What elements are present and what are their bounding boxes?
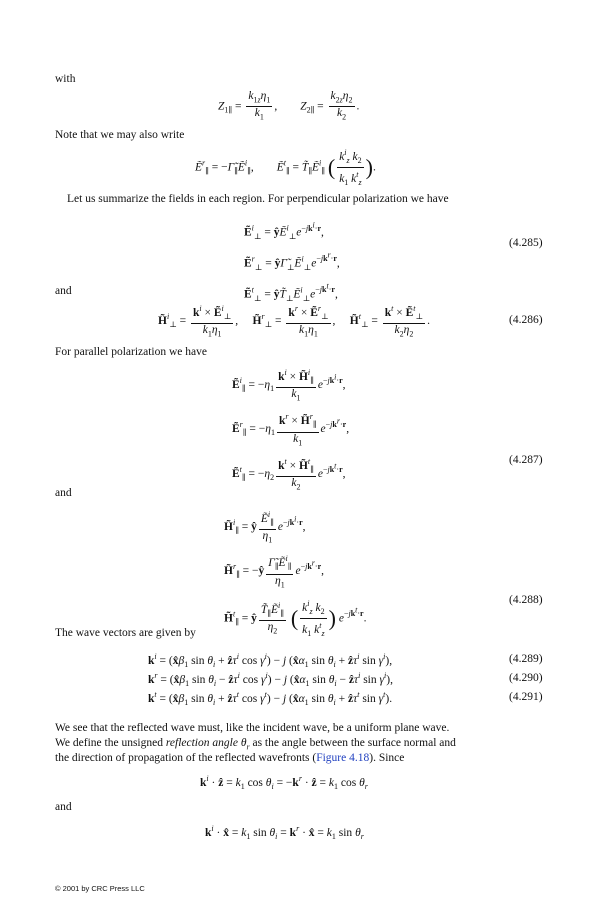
paragraph-and: and xyxy=(55,487,72,499)
term-reflection-angle: reflection angle xyxy=(165,737,238,749)
figure-link[interactable]: Figure 4.18 xyxy=(316,752,370,764)
equation-number: (4.288) xyxy=(509,594,543,606)
text-span: We define the unsigned xyxy=(55,737,163,749)
equation-number: (4.289) xyxy=(509,653,543,665)
equation-sin-relation: $k^i$ · x̂ = $k_1$ $\sin \theta_i = k^r$ · x̂ = $k_1$ $\sin \theta_r$ xyxy=(205,824,364,842)
equation-cos-relation: $k^i$ · ẑ = $k_1$ $\cos \theta_i = -k^r$ · ẑ = $k_1$ $\cos \theta_r$ xyxy=(200,774,368,792)
paragraph-wavevectors: The wave vectors are given by xyxy=(55,627,196,639)
paragraph-and: and xyxy=(55,801,72,813)
equation-wavevector-transmitted: $k^t$ = ($x̂\beta_1$ $\sin \theta_i$ + ẑτ$^t$ $\cos \gamma^t) - j$ ($x̂\alpha_1$ $\sin \theta_i$ + ẑτ$^t$ $\sin \gamma^t$). xyxy=(148,690,393,708)
equation-number: (4.290) xyxy=(509,672,543,684)
text-span: the direction of propagation of the reflected wavefronts ( xyxy=(55,752,317,764)
paragraph-reflected-line3 xyxy=(55,751,404,765)
paragraph-reflected-line2: We define the unsigned reflection angle $\theta_r$ as the angle between the surface normal and xyxy=(55,737,456,752)
equation-number: (4.285) xyxy=(509,237,543,249)
paragraph-summarize: Let us summarize the fields in each region. For perpendicular polarization we have xyxy=(67,193,449,205)
paragraph-parallel: For parallel polarization we have xyxy=(55,346,207,358)
paragraph-note: Note that we may also write xyxy=(55,129,185,141)
equation-perpendicular-h: H̃$^i_\perp$ = $\frac{k^i \times Ẽ^i_\perp}{k_1\eta_1}$ , H̃$^r_\perp$ = $\frac{k^r \times Ẽ^r_\perp}{k_1\eta_1}$ , H̃$^t_\perp$ = $\frac{k^t \times Ẽ^t_\perp}{k_2\eta_2}$ . xyxy=(158,304,430,339)
equation-wavevector-incident: $k^i$ = ($x̂\beta_1$ $\sin \theta_i$ + ẑτ$^i$ $\cos \gamma^i) - j$ ($x̂\alpha_1$ $\sin \theta_i$ + ẑτ$^i$ $\sin \gamma^i$), xyxy=(148,652,393,670)
paragraph-with: with xyxy=(55,73,76,85)
equation-parallel-amplitudes: Ẽ$^r_\parallel$ = $-\Gammã_\parallel Ẽ^i_\parallel$, Ẽ$^t_\parallel$ = $T̃_\parallel Ẽ^i_\parallel$ ( $\frac{k^i_z k_2}{k_1 k^t_z}$ ). xyxy=(195,148,376,188)
equation-parallel-e: Ẽ$^i_\parallel$ = $-\eta_1$ $\frac{k^i \times H̃^i_\parallel}{k_1}$ $e^{-jk^i\cdot r}$, Ẽ$^r_\parallel$ = $-\eta_1$ $\frac{k^r \times H̃^r_\parallel}{k_1}$ $e^{-jk^r\cdot r}$, Ẽ$^t_\parallel$ = $-\eta_2$ $\frac{k^t \times H̃^t_\parallel}{k_2}$ $e^{-jk^t\cdot r}$, xyxy=(232,368,350,492)
equation-parallel-h: H̃$^i_\parallel$ = ŷ $\frac{Ẽ^i_\parallel}{\eta_1}$ $e^{-jk^i\cdot r}$, H̃$^r_\parallel$ = −ŷ $\frac{\Gammã_\parallel Ẽ^i_\parallel}{\eta_1}$ $e^{-jk^r\cdot r}$, H̃$^t_\parallel$ = ŷ $\frac{T̃_\parallel Ẽ^i_\parallel}{\eta_2}$ ( $\frac{k^i_z k_2}{k_1 k^t_z}$ ) $e^{-jk^t\cdot r}$. xyxy=(224,510,367,639)
equation-number: (4.291) xyxy=(509,691,543,703)
paragraph-and: and xyxy=(55,285,72,297)
equation-number: (4.286) xyxy=(509,314,543,326)
equation-impedances: $Z_{1\parallel}$ = $\frac{k_{1z}\eta_1}{k_1}$ , $Z_{2\parallel}$ = $\frac{k_{2z}\eta_2}{k_2}$ . xyxy=(218,90,360,122)
copyright-footer: © 2001 by CRC Press LLC xyxy=(55,884,145,893)
paragraph-reflected-line1: We see that the reflected wave must, like the incident wave, be a uniform plane wave. xyxy=(55,722,450,734)
text-span: ). Since xyxy=(369,752,405,764)
equation-perpendicular-e: Ẽ$^i_\perp$ = $ŷẼ^i_\perp e^{-jk^i\cdot r}$, Ẽ$^r_\perp$ = $ŷ\Gammã_\perp Ẽ^i_\perp e^{-jk^r\cdot r}$, Ẽ$^t_\perp$ = $ŷT̃_\perp Ẽ^i_\perp e^{-jk^t\cdot r}$, xyxy=(244,220,340,303)
text-span: as the angle between the surface normal and xyxy=(252,737,456,749)
equation-number: (4.287) xyxy=(509,454,543,466)
equation-wavevector-reflected: $k^r$ = ($x̂\beta_1$ $\sin \theta_i$ − ẑτ$^i$ $\cos \gamma^i) - j$ ($x̂\alpha_1$ $\sin \theta_i$ − ẑτ$^i$ $\sin \gamma^i$), xyxy=(148,671,393,689)
